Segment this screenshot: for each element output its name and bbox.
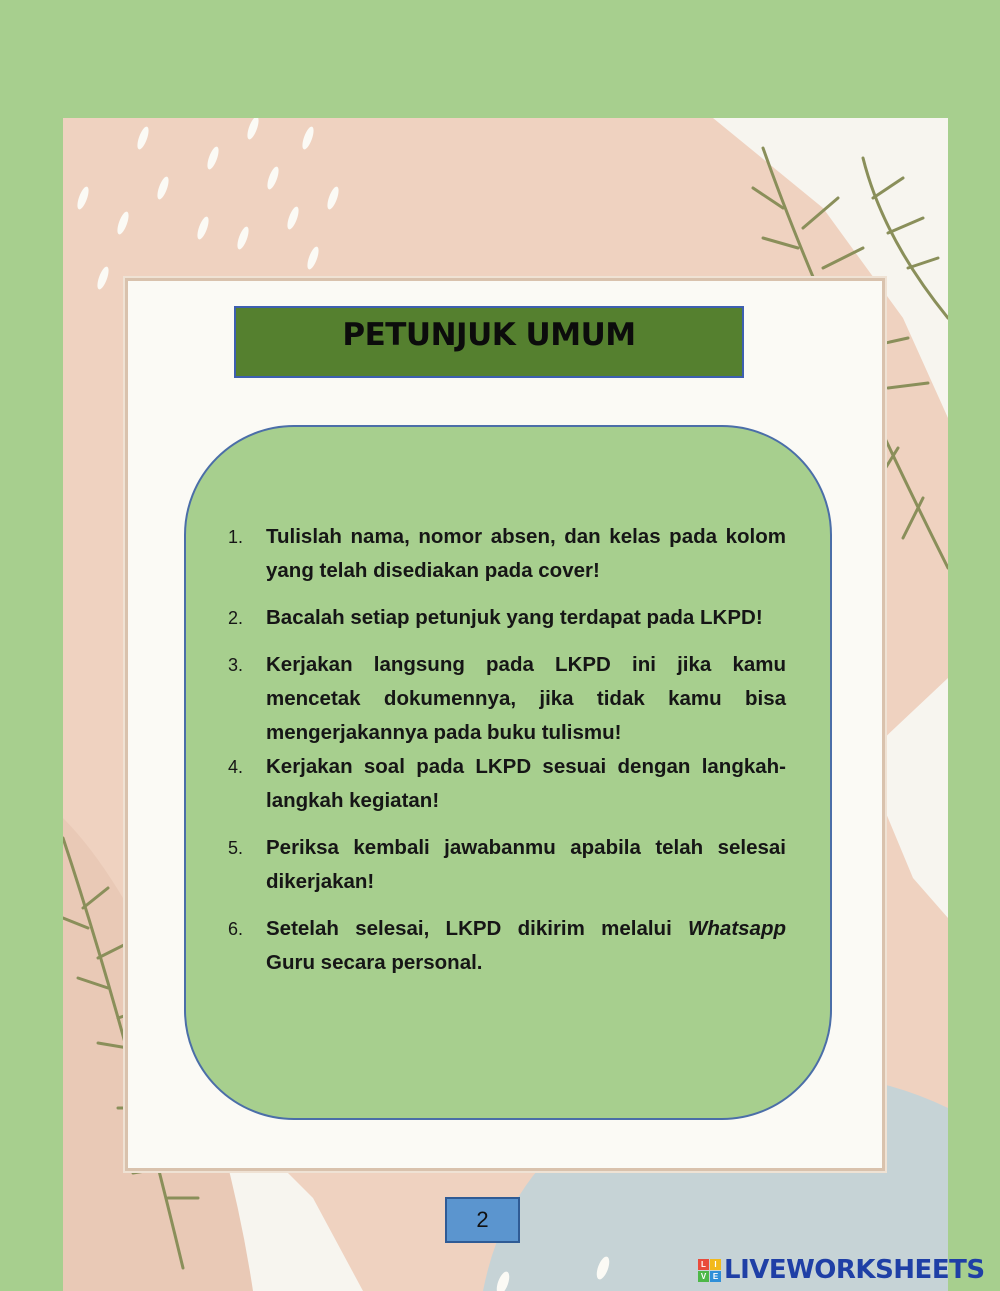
page-number: 2 [476, 1207, 489, 1232]
step-text: Bacalah setiap petunjuk yang terdapat pada LKPD! [266, 606, 763, 629]
list-item [226, 912, 786, 980]
step-number: 4. [228, 757, 244, 777]
step-text-after: Guru secara personal. [266, 951, 483, 974]
logo-letter: I [710, 1259, 721, 1270]
step-text: Kerjakan langsung pada LKPD ini jika kamu mencetak dokumennya, jika tidak kamu bisa mengerjakannya pada buku tulismu! [266, 653, 786, 744]
step-text: Periksa kembali jawabanmu apabila telah selesai dikerjakan! [266, 836, 786, 893]
logo-letter: V [698, 1271, 709, 1282]
step-text-before: Setelah selesai, LKPD dikirim melalui [266, 917, 689, 940]
step-number: 1. [228, 527, 244, 547]
step-text-italic: Whatsapp [688, 917, 786, 940]
list-item [226, 601, 786, 635]
instructions-list [226, 520, 786, 980]
step-number: 2. [228, 608, 244, 628]
list-item [226, 520, 786, 588]
brand-name: LIVEWORKSHEETS [724, 1255, 985, 1285]
page-number-box [445, 1197, 520, 1243]
step-text: Kerjakan soal pada LKPD sesuai dengan langkah-langkah kegiatan! [266, 755, 786, 812]
list-item [226, 831, 786, 899]
step-number: 6. [228, 919, 244, 939]
step-number: 3. [228, 655, 244, 675]
step-text: Tulislah nama, nomor absen, dan kelas pada kolom yang telah disediakan pada cover! [266, 525, 786, 582]
list-item [226, 648, 786, 750]
page-title: PETUNJUK UMUM [342, 317, 636, 353]
logo-letter: E [710, 1271, 721, 1282]
list-item [226, 750, 786, 818]
title-banner [234, 306, 744, 378]
logo-letter: L [698, 1259, 709, 1270]
step-number: 5. [228, 838, 244, 858]
liveworksheets-logo-icon [698, 1259, 721, 1282]
liveworksheets-brand[interactable] [698, 1254, 985, 1286]
